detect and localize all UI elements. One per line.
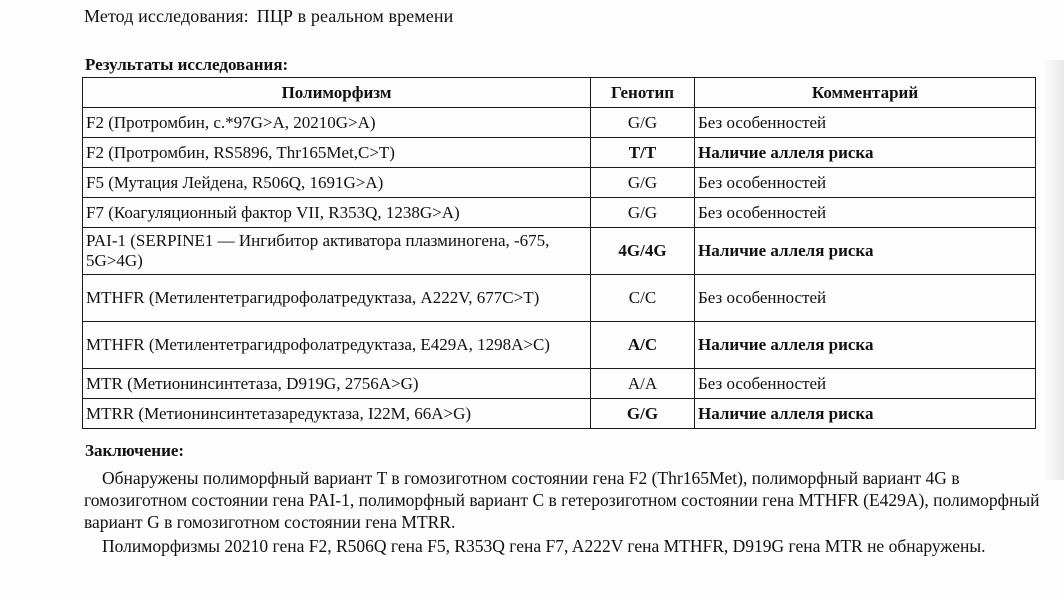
polymorphism-cell: MTR (Метионинсинтетаза, D919G, 2756A>G): [83, 369, 591, 399]
table-header-row: [83, 78, 1036, 108]
table-row: [83, 322, 1036, 369]
genotype-cell: 4G/4G: [591, 228, 695, 275]
polymorphism-cell: F2 (Протромбин, RS5896, Thr165Met,C>T): [83, 138, 591, 168]
table-row: [83, 138, 1036, 168]
table-row: [83, 275, 1036, 322]
genotype-cell: T/T: [591, 138, 695, 168]
header-genotype: Генотип: [591, 78, 695, 108]
polymorphism-cell: PAI-1 (SERPINE1 — Ингибитор активатора плазминогена, -675, 5G>4G): [83, 228, 591, 275]
polymorphism-cell: MTHFR (Метилентетрагидрофолатредуктаза, E429A, 1298A>C): [83, 322, 591, 369]
polymorphism-cell: F5 (Мутация Лейдена, R506Q, 1691G>A): [83, 168, 591, 198]
header-polymorphism: Полиморфизм: [83, 78, 591, 108]
polymorphism-cell: F2 (Протромбин, с.*97G>A, 20210G>A): [83, 108, 591, 138]
comment-cell: Наличие аллеля риска: [695, 228, 1036, 275]
method-label: Метод исследования:: [84, 6, 249, 26]
comment-cell: Без особенностей: [695, 198, 1036, 228]
table-row: [83, 399, 1036, 429]
comment-cell: Без особенностей: [695, 168, 1036, 198]
conclusion-title: Заключение:: [85, 441, 185, 460]
table-row: [83, 108, 1036, 138]
genotype-cell: G/G: [591, 399, 695, 429]
comment-cell: Наличие аллеля риска: [695, 138, 1036, 168]
genotype-cell: A/C: [591, 322, 695, 369]
genotype-cell: G/G: [591, 168, 695, 198]
method-value: ПЦР в реальном времени: [256, 6, 454, 26]
conclusion-paragraph-found: Обнаружены полиморфный вариант T в гомозиготном состоянии гена F2 (Thr165Met), полиморфный вариант 4G в гомозиготном состоянии гена PAI-1, полиморфный вариант C в гетерозиготном состоянии гена MTHFR (E429A), полиморфный вариант G в гомозиготном состоянии гена MTRR.: [84, 468, 1040, 532]
method-line: [84, 6, 453, 27]
header-comment: Комментарий: [695, 78, 1036, 108]
comment-cell: Без особенностей: [695, 369, 1036, 399]
comment-cell: Без особенностей: [695, 275, 1036, 322]
conclusion-paragraph-not-found: Полиморфизмы 20210 гена F2, R506Q гена F5, R353Q гена F7, A222V гена MTHFR, D919G гена MTR не обнаружены.: [102, 536, 986, 556]
genotype-cell: G/G: [591, 198, 695, 228]
genotype-cell: C/C: [591, 275, 695, 322]
genotype-cell: A/A: [591, 369, 695, 399]
comment-cell: Наличие аллеля риска: [695, 399, 1036, 429]
polymorphism-cell: MTRR (Метионинсинтетазаредуктаза, I22M, 66A>G): [83, 399, 591, 429]
polymorphism-cell: MTHFR (Метилентетрагидрофолатредуктаза, A222V, 677C>T): [83, 275, 591, 322]
polymorphism-cell: F7 (Коагуляционный фактор VII, R353Q, 1238G>A): [83, 198, 591, 228]
table-row: [83, 369, 1036, 399]
comment-cell: Без особенностей: [695, 108, 1036, 138]
page-edge-shadow: [1042, 60, 1064, 480]
results-title: Результаты исследования:: [85, 55, 289, 74]
table-row: [83, 168, 1036, 198]
table-row: [83, 198, 1036, 228]
table-row: [83, 228, 1036, 275]
results-table: [82, 77, 1036, 429]
comment-cell: Наличие аллеля риска: [695, 322, 1036, 369]
genotype-cell: G/G: [591, 108, 695, 138]
